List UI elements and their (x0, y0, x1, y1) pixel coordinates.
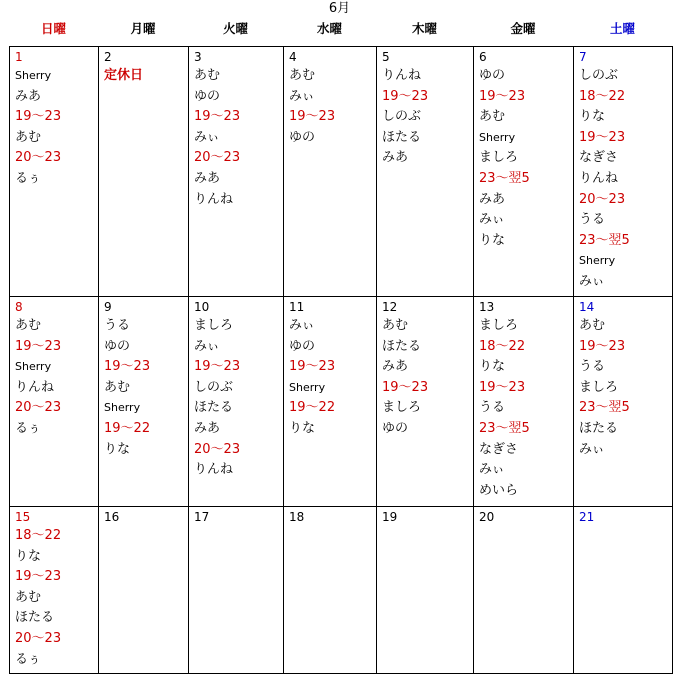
staff-name: ゆの (382, 420, 409, 436)
staff-name: りな (479, 359, 506, 375)
day-cell (284, 507, 377, 674)
staff-name: しのぶ (579, 68, 619, 83)
staff-name: りんね (194, 462, 234, 478)
staff-name: みぃ (289, 88, 315, 104)
week-row (10, 507, 673, 674)
weekday-header-1: 月曜 (130, 21, 156, 36)
staff-name: あむ (15, 129, 42, 145)
staff-name: みあ (194, 170, 221, 186)
shift-time: 19～23 (104, 359, 151, 375)
day-number: 8 (15, 300, 23, 314)
day-cell (377, 507, 474, 674)
day-cell (474, 297, 574, 507)
day-number: 17 (194, 510, 210, 524)
shift-time: 20～23 (15, 150, 62, 166)
day-cell (10, 507, 99, 674)
day-cell (377, 297, 474, 507)
staff-name: るぅ (15, 170, 42, 186)
weekday-header-5: 金曜 (510, 21, 536, 36)
staff-name: りな (579, 109, 606, 125)
weekday-header-row (0, 20, 679, 38)
day-cell (284, 297, 377, 507)
shift-time: 19～23 (382, 379, 429, 395)
shift-time: 19～23 (15, 569, 62, 585)
staff-name: うる (579, 212, 606, 228)
staff-name: あむ (15, 589, 42, 605)
weekday-header-3: 水曜 (316, 21, 342, 36)
staff-name: ましろ (194, 318, 234, 333)
staff-name: あむ (579, 318, 606, 333)
staff-name: みぃ (194, 129, 220, 145)
staff-name: みぃ (194, 338, 220, 354)
shift-time: 18～22 (579, 88, 626, 104)
staff-name: みあ (382, 359, 409, 375)
day-number: 12 (382, 300, 398, 314)
staff-name: みぃ (289, 318, 315, 333)
staff-name: ほたる (382, 129, 422, 145)
staff-name: Sherry (579, 254, 616, 268)
shift-time: 20～23 (194, 150, 241, 166)
shift-time: 19～23 (382, 88, 429, 104)
staff-name: めいら (479, 482, 519, 498)
day-number: 15 (15, 510, 31, 524)
day-cell (474, 507, 574, 674)
staff-name: ゆの (479, 68, 506, 83)
shift-time: 23～翌5 (479, 420, 530, 436)
staff-name: りな (479, 232, 506, 248)
weekday-header-0: 日曜 (40, 21, 66, 36)
shift-time: 20～23 (579, 191, 626, 207)
shift-time: 19～23 (579, 129, 626, 145)
staff-name: ほたる (579, 420, 619, 436)
shift-time: 19～23 (479, 88, 526, 104)
month-title: 6月 (328, 1, 351, 16)
staff-name: なぎさ (479, 441, 519, 457)
day-number: 21 (579, 510, 595, 524)
day-number: 1 (15, 50, 23, 64)
staff-name: しのぶ (382, 109, 422, 125)
day-number: 7 (579, 50, 587, 64)
day-cell (574, 47, 673, 297)
staff-name: Sherry (15, 360, 52, 374)
weekday-header-4: 木曜 (411, 21, 437, 36)
week-row (10, 47, 673, 297)
staff-name: ゆの (194, 88, 221, 104)
shift-time: 19～23 (289, 359, 336, 375)
staff-name: みあ (194, 420, 221, 436)
staff-name: りんね (194, 191, 234, 207)
day-number: 14 (579, 300, 595, 314)
day-number: 4 (289, 50, 297, 64)
staff-name: みぃ (479, 462, 505, 478)
staff-name: みあ (479, 191, 506, 207)
shift-time: 19～23 (15, 109, 62, 125)
day-cell (189, 297, 284, 507)
staff-name: みあ (382, 150, 409, 166)
shift-time: 23～翌5 (479, 170, 530, 186)
staff-name: ゆの (289, 129, 316, 145)
day-cell (99, 47, 189, 297)
shift-time: 18～22 (15, 528, 62, 543)
day-cell (574, 297, 673, 507)
staff-name: あむ (289, 68, 316, 83)
shift-time: 19～23 (579, 338, 626, 354)
weekday-header-6: 土曜 (609, 21, 635, 36)
day-cell (189, 507, 284, 674)
staff-name: ましろ (579, 379, 619, 395)
staff-name: Sherry (104, 401, 141, 415)
day-number: 16 (104, 510, 120, 524)
weekday-header-2: 火曜 (222, 21, 248, 36)
day-number: 2 (104, 50, 112, 64)
staff-name: ゆの (104, 338, 131, 354)
staff-name: Sherry (289, 380, 326, 394)
shift-time: 20～23 (15, 630, 62, 646)
staff-name: るぅ (15, 420, 42, 436)
shift-time: 20～23 (15, 400, 62, 416)
day-number: 13 (479, 300, 495, 314)
staff-name: ましろ (382, 400, 422, 416)
staff-name: あむ (15, 318, 42, 333)
day-cell (377, 47, 474, 297)
day-cell (189, 47, 284, 297)
shift-time: 18～22 (479, 338, 526, 354)
day-number: 3 (194, 50, 202, 64)
day-number: 19 (382, 510, 398, 524)
staff-name: りな (15, 548, 42, 564)
staff-name: なぎさ (579, 150, 619, 166)
staff-name: みぃ (579, 441, 605, 457)
staff-name: みあ (15, 88, 42, 104)
shift-time: 19～23 (194, 359, 241, 375)
staff-name: うる (579, 359, 606, 375)
shift-time: 19～22 (104, 420, 151, 436)
staff-name: りんね (15, 379, 55, 395)
shift-time: 19～23 (15, 338, 62, 354)
day-number: 9 (104, 300, 112, 314)
day-cell (99, 297, 189, 507)
day-cell (99, 507, 189, 674)
day-number: 10 (194, 300, 210, 314)
day-cell (574, 507, 673, 674)
day-number: 11 (289, 300, 305, 314)
staff-name: うる (479, 400, 506, 416)
day-cell (10, 47, 99, 297)
shift-time: 20～23 (194, 441, 241, 457)
staff-name: みぃ (479, 212, 505, 228)
day-cell (10, 297, 99, 507)
staff-name: しのぶ (194, 379, 234, 395)
calendar-grid (9, 46, 673, 674)
staff-name: Sherry (479, 130, 516, 144)
staff-name: ゆの (289, 338, 316, 354)
shift-time: 19～23 (194, 109, 241, 125)
staff-name: ほたる (194, 400, 234, 416)
shift-time: 19～23 (289, 109, 336, 125)
shift-time: 19～22 (289, 400, 336, 416)
staff-name: りんね (579, 170, 619, 186)
staff-name: ましろ (479, 150, 519, 166)
staff-name: みぃ (579, 273, 605, 289)
staff-name: あむ (194, 68, 221, 83)
staff-name: ほたる (382, 338, 422, 354)
staff-name: あむ (104, 379, 131, 395)
staff-name: ましろ (479, 318, 519, 333)
week-row (10, 297, 673, 507)
day-number: 20 (479, 510, 495, 524)
staff-name: りんね (382, 68, 422, 83)
staff-name: あむ (382, 318, 409, 333)
staff-name: るぅ (15, 651, 42, 667)
day-cell (474, 47, 574, 297)
shift-time: 23～翌5 (579, 400, 630, 416)
day-cell (284, 47, 377, 297)
shift-time: 19～23 (479, 379, 526, 395)
shift-time: 定休日 (104, 68, 144, 83)
day-number: 5 (382, 50, 390, 64)
staff-name: ほたる (15, 610, 55, 626)
staff-name: Sherry (15, 69, 52, 82)
staff-name: うる (104, 318, 131, 333)
staff-name: りな (289, 420, 316, 436)
day-number: 6 (479, 50, 487, 64)
staff-name: りな (104, 441, 131, 457)
staff-name: あむ (479, 109, 506, 125)
shift-time: 23～翌5 (579, 232, 630, 248)
day-number: 18 (289, 510, 305, 524)
